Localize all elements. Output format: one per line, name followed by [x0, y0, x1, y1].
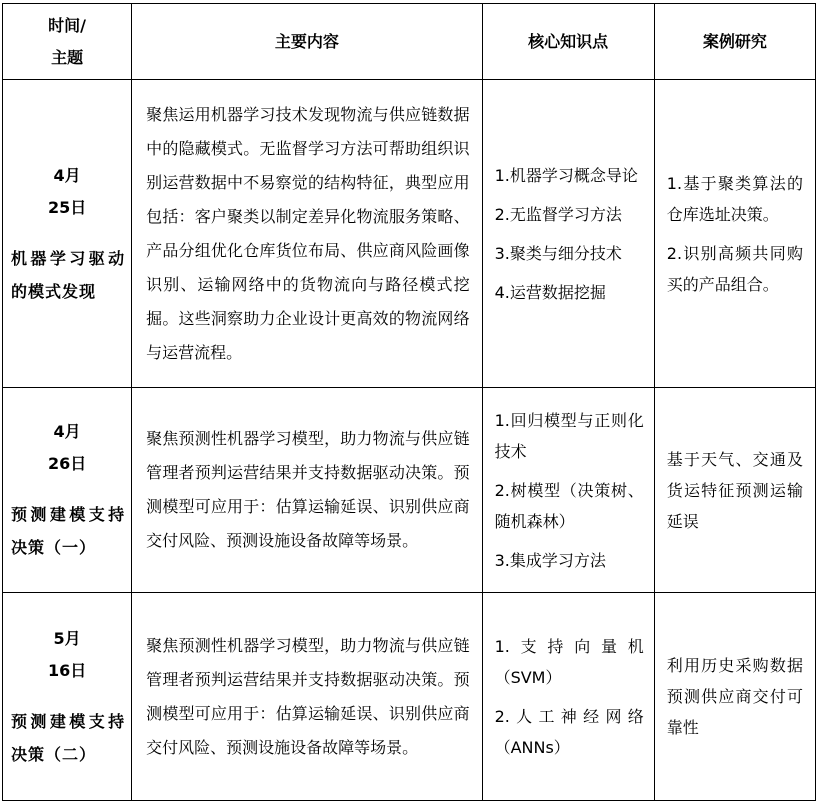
time-topic-cell	[3, 593, 132, 801]
header-topic-label: 主题	[51, 47, 84, 67]
date-month: 4月	[53, 422, 81, 441]
knowledge-item: 2.人工神经网络（ANNs）	[494, 706, 644, 757]
knowledge-item: 1.支持向量机（SVM）	[494, 636, 644, 687]
header-content: 主要内容	[132, 4, 482, 80]
case-item: 利用历史采购数据预测供应商交付可靠性	[666, 656, 803, 737]
topic-label: 预测建模支持决策（一）	[11, 505, 126, 557]
content-cell	[132, 593, 482, 801]
knowledge-item: 4.运营数据挖掘	[494, 282, 606, 302]
content-text: 聚焦预测性机器学习模型，助力物流与供应链管理者预判运营结果并支持数据驱动决策。预测模型可应用于：估算运输延误、识别供应商交付风险、预测设施设备故障等场景。	[146, 635, 470, 757]
knowledge-cell	[482, 388, 654, 593]
case-cell	[654, 388, 815, 593]
knowledge-item: 1.机器学习概念导论	[494, 165, 638, 185]
knowledge-item: 2.无监督学习方法	[494, 204, 622, 224]
content-text: 聚焦运用机器学习技术发现物流与供应链数据中的隐藏模式。无监督学习方法可帮助组织识别运营数据中不易察觉的结构特征，典型应用包括：客户聚类以制定差异化物流服务策略、产品分组优化仓库货位布局、供应商风险画像识别、运输网络中的货物流向与路径模式挖掘。这些洞察助力企业设计更高效的物流网络与运营流程。	[146, 104, 470, 362]
knowledge-item: 3.聚类与细分技术	[494, 243, 622, 263]
knowledge-cell	[482, 593, 654, 801]
case-cell	[654, 80, 815, 388]
case-item: 基于天气、交通及货运特征预测运输延误	[666, 449, 803, 531]
case-cell	[654, 593, 815, 801]
table-row	[3, 80, 816, 388]
time-topic-cell	[3, 388, 132, 593]
date-day: 25日	[47, 197, 87, 217]
content-cell	[132, 388, 482, 593]
case-item: 2.识别高频共同购买的产品组合。	[666, 243, 803, 294]
topic-label: 预测建模支持决策（二）	[11, 711, 126, 764]
topic-label: 机器学习驱动的模式发现	[11, 248, 126, 301]
table-row	[3, 388, 816, 593]
date-month: 5月	[53, 628, 81, 648]
date-label	[3, 623, 131, 687]
knowledge-cell	[482, 80, 654, 388]
header-case: 案例研究	[654, 4, 815, 80]
date-label	[3, 416, 131, 480]
table-row	[3, 593, 816, 801]
content-text: 聚焦预测性机器学习模型，助力物流与供应链管理者预判运营结果并支持数据驱动决策。预测模型可应用于：估算运输延误、识别供应商交付风险、预测设施设备故障等场景。	[146, 429, 470, 550]
knowledge-item: 2.树模型（决策树、随机森林）	[494, 480, 644, 531]
content-cell	[132, 80, 482, 388]
header-time-label: 时间/	[48, 15, 86, 35]
knowledge-item: 1.回归模型与正则化技术	[494, 410, 644, 461]
date-label	[3, 160, 131, 224]
header-knowledge: 核心知识点	[482, 4, 654, 80]
date-day: 26日	[47, 454, 87, 473]
date-month: 4月	[53, 165, 81, 185]
knowledge-item: 3.集成学习方法	[494, 550, 606, 570]
time-topic-cell	[3, 80, 132, 388]
case-item: 1.基于聚类算法的仓库选址决策。	[666, 173, 803, 224]
header-time-topic	[3, 4, 132, 80]
header-row	[3, 4, 816, 80]
course-schedule-table	[2, 3, 816, 801]
date-day: 16日	[47, 660, 87, 680]
